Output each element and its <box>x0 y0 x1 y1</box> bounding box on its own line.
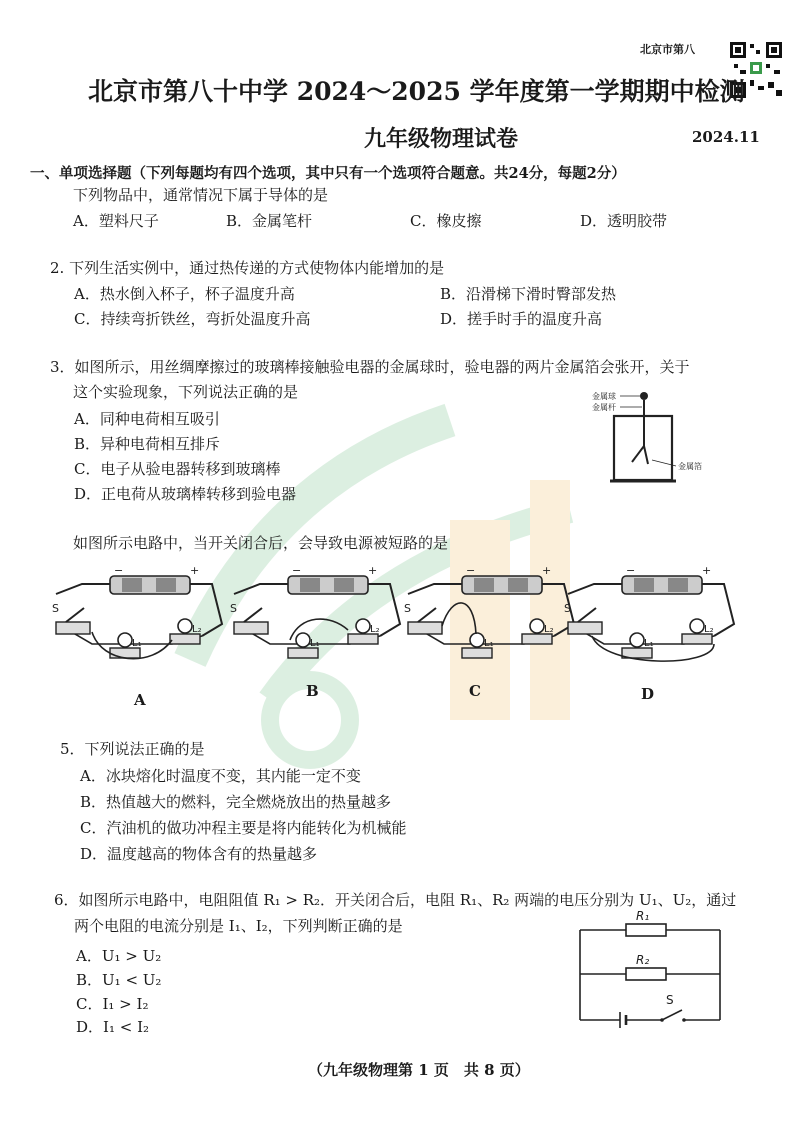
circuit-figure-d <box>564 564 744 676</box>
q1-option-a: A．塑料尺子 <box>73 212 159 230</box>
label-metal-ball: 金属球 <box>592 392 616 401</box>
plus-label-a: + <box>190 564 200 577</box>
question-2-stem: 2. 下列生活实例中，通过热传递的方式使物体内能增加的是 <box>50 259 445 277</box>
q1-option-d: D．透明胶带 <box>580 212 668 230</box>
lamp2-label-d: L₂ <box>704 624 714 635</box>
q6-option-c: C．I₁ > I₂ <box>76 995 149 1013</box>
lamp1-label-b: L₁ <box>310 638 320 649</box>
question-6-stem-line1: 6．如图所示电路中，电阻阻值 R₁ > R₂．开关闭合后，电阻 R₁、R₂ 两端的电压分别为 U₁、U₂，通过 <box>54 891 737 909</box>
q1-option-c: C．橡皮擦 <box>410 212 482 230</box>
q6-option-a: A．U₁ > U₂ <box>76 947 162 965</box>
circuit-label-a: A <box>134 691 146 709</box>
plus-label-b: + <box>368 564 378 577</box>
q3-option-b: B．异种电荷相互排斥 <box>74 435 221 453</box>
question-3-stem-line2: 这个实验现象，下列说法正确的是 <box>73 383 299 401</box>
lamp1-label-d: L₁ <box>644 638 654 649</box>
lamp2-label-a: L₂ <box>192 624 202 635</box>
q3-option-a: A．同种电荷相互吸引 <box>74 410 220 428</box>
resistor-circuit-figure <box>570 904 730 1028</box>
q6-option-b: B．U₁ < U₂ <box>76 971 162 989</box>
q1-option-b: B．金属笔杆 <box>226 212 313 230</box>
lamp2-label-b: L₂ <box>370 624 380 635</box>
minus-label-d: − <box>626 564 636 577</box>
q2-option-a: A．热水倒入杯子，杯子温度升高 <box>74 285 295 303</box>
plus-label-d: + <box>702 564 712 577</box>
corner-header-text: 北京市第八 <box>640 43 695 56</box>
circuit-figure-a <box>52 564 232 676</box>
question-3-stem-line1: 3．如图所示，用丝绸摩擦过的玻璃棒接触验电器的金属球时，验电器的两片金属箔会张开，关于 <box>50 358 690 376</box>
circuit-label-b: B <box>306 682 319 700</box>
switch-label-b: S <box>230 602 237 615</box>
question-6-stem-line2: 两个电阻的电流分别是 I₁、I₂，下列判断正确的是 <box>74 917 403 935</box>
lamp2-label-c: L₂ <box>544 624 554 635</box>
q3-option-c: C．电子从验电器转移到玻璃棒 <box>74 460 281 478</box>
q5-option-b: B．热值越大的燃料，完全燃烧放出的热量越多 <box>80 793 392 811</box>
q2-option-c: C．持续弯折铁丝，弯折处温度升高 <box>74 310 311 328</box>
exam-date: 2024.11 <box>692 128 760 146</box>
switch-label-c: S <box>404 602 411 615</box>
minus-label-b: − <box>292 564 302 577</box>
q2-option-d: D．搓手时手的温度升高 <box>440 310 603 328</box>
question-1-stem: 下列物品中，通常情况下属于导体的是 <box>73 186 329 204</box>
page-footer: （九年级物理第 1 页 共 8 页） <box>308 1061 530 1079</box>
question-4-stem: 如图所示电路中，当开关闭合后，会导致电源被短路的是 <box>73 534 449 552</box>
r1-label: R₁ <box>636 909 650 923</box>
electroscope-figure <box>590 388 710 492</box>
question-5-stem: 5．下列说法正确的是 <box>60 740 205 758</box>
exam-subtitle: 九年级物理试卷 <box>364 126 519 152</box>
q6-option-d: D．I₁ < I₂ <box>76 1018 150 1036</box>
minus-label-a: − <box>114 564 124 577</box>
switch-label-d: S <box>564 602 571 615</box>
circuit-label-d: D <box>641 685 655 703</box>
switch-s-label: S <box>666 993 674 1007</box>
q3-option-d: D．正电荷从玻璃棒转移到验电器 <box>74 485 297 503</box>
minus-label-c: − <box>466 564 476 577</box>
circuit-figure-c <box>404 564 584 676</box>
q2-option-b: B．沿滑梯下滑时臀部发热 <box>440 285 617 303</box>
circuit-label-c: C <box>469 682 481 700</box>
section-heading: 一、单项选择题（下列每题均有四个选项，其中只有一个选项符合题意。共24分，每题2分） <box>30 165 626 182</box>
r2-label: R₂ <box>636 953 650 967</box>
switch-label-a: S <box>52 602 59 615</box>
q5-option-d: D．温度越高的物体含有的热量越多 <box>80 845 318 863</box>
lamp1-label-a: L₁ <box>132 638 142 649</box>
lamp1-label-c: L₁ <box>484 638 494 649</box>
q5-option-c: C．汽油机的做功冲程主要是将内能转化为机械能 <box>80 819 407 837</box>
label-metal-foil: 金属箔 <box>678 462 702 471</box>
label-metal-rod: 金属杆 <box>592 403 616 412</box>
exam-title: 北京市第八十中学 2024～2025 学年度第一学期期中检测 <box>88 77 745 106</box>
q5-option-a: A．冰块熔化时温度不变，其内能一定不变 <box>80 767 361 785</box>
plus-label-c: + <box>542 564 552 577</box>
circuit-figure-b <box>230 564 410 676</box>
